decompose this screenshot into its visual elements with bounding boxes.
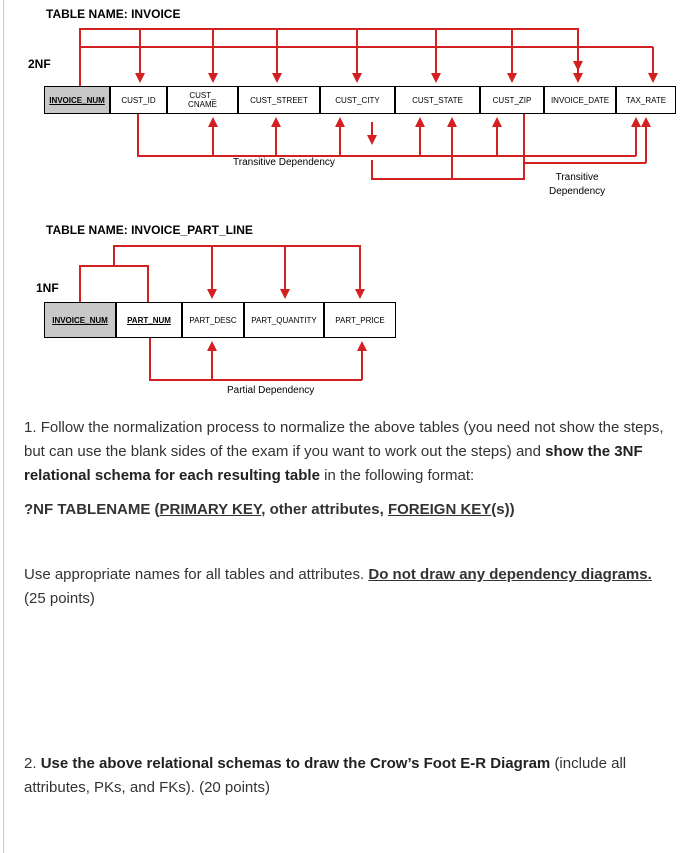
format-prefix: ?NF TABLENAME (	[24, 501, 160, 518]
invoice-transitive-dependency-label: Transitive Dependency	[233, 157, 335, 168]
question-1-points: (25 points)	[24, 590, 95, 607]
ipl-attr-part-quantity: PART_QUANTITY	[244, 302, 324, 338]
invoice-part-line-nf-label: 1NF	[36, 281, 59, 295]
invoice-transitive-dependency-label-2: Transitive Dependency	[549, 172, 606, 197]
invoice-attr-invoice-num: INVOICE_NUM	[44, 86, 110, 114]
invoice-attr-cust-id: CUST_ID	[110, 86, 167, 114]
question-2-text: (include all attributes, PKs, and FKs). (20 points)	[24, 755, 627, 796]
ipl-attr-part-desc: PART_DESC	[182, 302, 244, 338]
question-2-number: 2.	[24, 755, 37, 772]
schema-format-line	[24, 498, 515, 522]
format-foreign-key: FOREIGN KEY	[387, 501, 492, 518]
question-1-text-bold: show the 3NF relational schema for each resulting table	[24, 443, 643, 484]
invoice-attr-cust-state: CUST_STATE	[395, 86, 480, 114]
note-bold: Do not draw any dependency diagrams.	[368, 566, 652, 583]
ipl-partial-dependency-label: Partial Dependency	[227, 385, 315, 396]
invoice-table-label: TABLE NAME: INVOICE	[46, 7, 181, 21]
question-1-note	[24, 563, 684, 611]
invoice-attr-cust-street: CUST_STREET	[238, 86, 320, 114]
ipl-attr-part-num: PART_NUM	[116, 302, 182, 338]
format-middle: , other attributes,	[261, 501, 388, 518]
note-text: Use appropriate names for all tables and attributes.	[24, 566, 365, 583]
invoice-attr-cust-city: CUST_CITY	[320, 86, 395, 114]
ipl-attr-invoice-num: INVOICE_NUM	[44, 302, 116, 338]
ipl-attr-part-price: PART_PRICE	[324, 302, 396, 338]
invoice-attr-cust-zip: CUST_ZIP	[480, 86, 544, 114]
question-2	[24, 752, 674, 800]
question-1	[24, 416, 674, 488]
invoice-nf-label: 2NF	[28, 57, 51, 71]
invoice-attr-tax-rate: TAX_RATE	[616, 86, 676, 114]
format-end: (s))	[491, 501, 515, 518]
dependency-arrows	[0, 0, 697, 420]
question-2-text-bold: Use the above relational schemas to draw the Crow’s Foot E-R Diagram	[40, 755, 551, 772]
format-primary-key: PRIMARY KEY	[159, 501, 262, 518]
invoice-part-line-table-label: TABLE NAME: INVOICE_PART_LINE	[46, 223, 253, 237]
invoice-attr-invoice-date: INVOICE_DATE	[544, 86, 616, 114]
question-1-number: 1.	[24, 419, 37, 436]
invoice-attr-cust-cname: CUST_ CNAME	[167, 86, 238, 114]
question-1-text-b: in the following format:	[324, 467, 475, 484]
question-1-text-a: Follow the normalization process to normalize the above tables (you need not show the steps, but can use the blank sides of the exam if you want to work out the steps) and	[24, 419, 664, 460]
